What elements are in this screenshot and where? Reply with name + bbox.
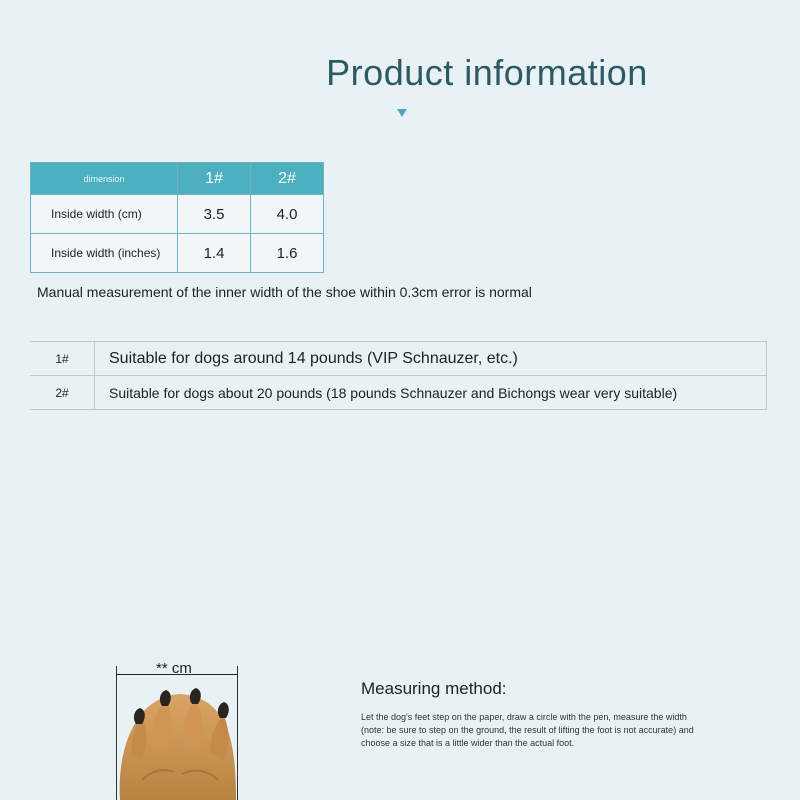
size-table — [30, 162, 324, 273]
size-table-header — [31, 163, 324, 195]
suitability-text: Suitable for dogs about 20 pounds (18 pounds Schnauzer and Bichongs wear very suitable) — [109, 384, 678, 401]
size-number: 2# — [30, 376, 95, 409]
cell-value: 1.4 — [178, 234, 251, 273]
row-label-cm: Inside width (cm) — [31, 195, 178, 234]
row-label-inches: Inside width (inches) — [31, 234, 178, 273]
paw-width-label: ** cm — [156, 660, 192, 677]
cell-value: 1.6 — [251, 234, 324, 273]
measurement-note: Manual measurement of the inner width of the shoe within 0.3cm error is normal — [37, 284, 532, 300]
table-row — [31, 195, 324, 234]
paw-icon — [112, 660, 242, 800]
list-item — [30, 375, 767, 409]
paw-illustration — [112, 660, 242, 800]
measuring-method-body: Let the dog's feet step on the paper, draw a circle with the pen, measure the width (note: be sure to step on the ground, the result of lifting the foot is not accurate) and choose a size that is a little wider than the actual foot. — [361, 712, 694, 748]
suitability-text: Suitable for dogs around 14 pounds (VIP Schnauzer, etc.) — [109, 349, 518, 367]
list-item — [30, 342, 767, 375]
header-size-1: 1# — [178, 163, 251, 195]
divider — [766, 342, 767, 409]
cell-value: 4.0 — [251, 195, 324, 234]
suitability-list — [30, 341, 767, 410]
header-dimension: dimension — [31, 163, 178, 195]
cell-value: 3.5 — [178, 195, 251, 234]
measuring-method-title: Measuring method: — [361, 679, 507, 698]
page-title: Product information — [326, 52, 648, 93]
table-row — [31, 234, 324, 273]
header-size-2: 2# — [251, 163, 324, 195]
down-arrow-icon — [397, 109, 407, 117]
size-number: 1# — [30, 342, 95, 375]
